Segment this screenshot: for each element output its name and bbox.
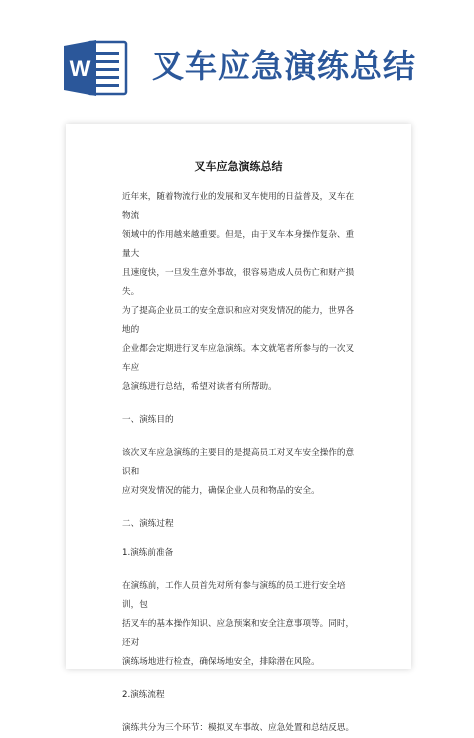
intro-line: 为了提高企业员工的安全意识和应对突发情况的能力，世界各地的 xyxy=(122,306,355,335)
subsection-heading-preparation: 1.演练前准备 xyxy=(122,548,174,558)
intro-line: 企业都会定期进行叉车应急演练。本文就笔者所参与的一次叉车应 xyxy=(122,344,355,373)
flow-line: 演练共分为三个环节：模拟叉车事故、应急处置和总结反思。 xyxy=(122,723,355,733)
document-title: 叉车应急演练总结 xyxy=(194,160,283,173)
preparation-line: 括叉车的基本操作知识、应急预案和安全注意事项等。同时，还对 xyxy=(122,619,355,648)
intro-line: 近年来，随着物流行业的发展和叉车使用的日益普及，叉车在物流 xyxy=(122,192,355,221)
microsoft-word-icon xyxy=(62,38,130,98)
intro-line: 急演练进行总结，希望对读者有所帮助。 xyxy=(122,382,277,392)
purpose-line: 应对突发情况的能力，确保企业人员和物品的安全。 xyxy=(122,486,320,496)
header-banner xyxy=(0,0,474,110)
intro-line: 且速度快，一旦发生意外事故，很容易造成人员伤亡和财产损失。 xyxy=(122,268,355,297)
word-icon-letter: W xyxy=(69,56,91,81)
section-heading-process: 二、演练过程 xyxy=(122,519,174,529)
preparation-line: 在演练前，工作人员首先对所有参与演练的员工进行安全培训，包 xyxy=(122,581,346,610)
intro-line: 领域中的作用越来越重要。但是，由于叉车本身操作复杂、重量大 xyxy=(122,230,355,259)
preparation-line: 演练场地进行检查，确保场地安全，排除潜在风险。 xyxy=(122,657,320,667)
banner-title: 叉车应急演练总结 xyxy=(152,47,417,85)
document-body xyxy=(122,188,362,738)
section-heading-purpose: 一、演练目的 xyxy=(122,415,174,425)
subsection-heading-flow: 2.演练流程 xyxy=(122,690,165,700)
document-page xyxy=(66,124,411,733)
purpose-line: 该次叉车应急演练的主要目的是提高员工对叉车安全操作的意识和 xyxy=(122,448,355,477)
